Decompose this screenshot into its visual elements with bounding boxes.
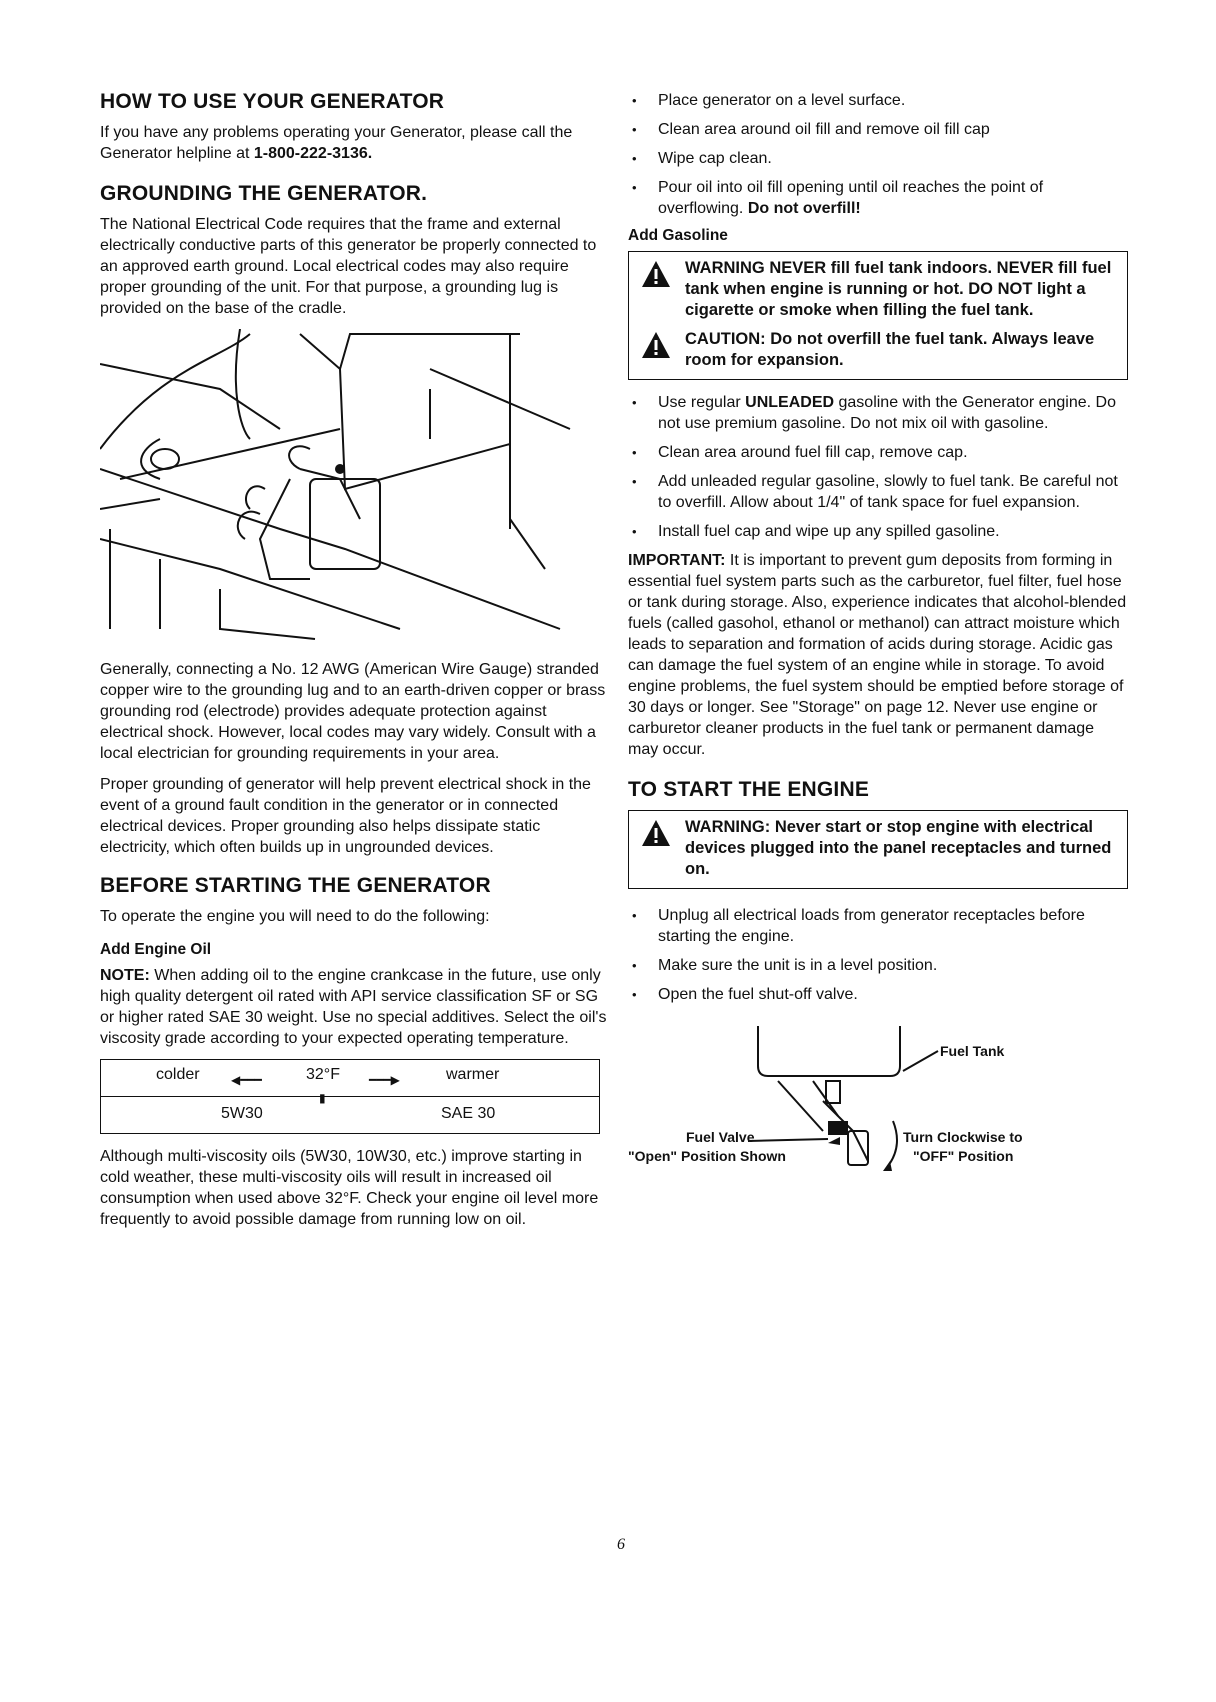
list-item: • Clean area around oil fill and remove oil fill cap bbox=[628, 119, 1128, 140]
add-gasoline-heading: Add Gasoline bbox=[628, 227, 728, 244]
fuel-tank-label: Fuel Tank bbox=[940, 1043, 1005, 1059]
add-engine-oil-heading: Add Engine Oil bbox=[100, 941, 212, 958]
list-item: • Install fuel cap and wipe up any spilled gasoline. bbox=[628, 521, 1128, 542]
helpline-paragraph: If you have any problems operating your Generator, please call the Generator helpline at 1-800-222-3136. bbox=[100, 124, 573, 162]
gasoline-warning-text: WARNING NEVER fill fuel tank indoors. NEVER fill fuel tank when engine is running or hot. DO NOT light a cigarette or smoke when filling the fuel tank. bbox=[685, 259, 1112, 319]
warning-triangle-icon bbox=[641, 817, 685, 852]
list-item: • Wipe cap clean. bbox=[628, 148, 1128, 169]
start-engine-heading: TO START THE ENGINE bbox=[628, 778, 870, 801]
colder-label: colder bbox=[156, 1066, 200, 1083]
temperature-row bbox=[101, 1060, 600, 1097]
fuel-valve-label: Fuel Valve bbox=[686, 1129, 755, 1145]
list-item: • Use regular UNLEADED gasoline with the Generator engine. Do not use premium gasoline. Do not mix oil with gasoline. bbox=[628, 392, 1128, 434]
list-item: • Add unleaded regular gasoline, slowly to fuel tank. Be careful not to overfill. Allow about 1/4" of tank space for fuel expansion. bbox=[628, 471, 1128, 513]
right-arrow-icon: ━━━▶ bbox=[369, 1073, 400, 1087]
grounding-lug-illustration bbox=[100, 329, 600, 649]
grounding-paragraph-1: The National Electrical Code requires that the frame and external electrically conductive parts of this generator be properly connected to an approved earth ground. Local electrical codes may also require proper grounding of the unit. For that purpose, a grounding lug is provided on the base of the cradle. bbox=[100, 216, 597, 317]
caution-triangle-icon bbox=[641, 329, 685, 364]
list-item: • Unplug all electrical loads from generator receptacles before starting the engine. bbox=[628, 905, 1128, 947]
start-engine-steps-list bbox=[628, 905, 1128, 1005]
how-to-use-heading: HOW TO USE YOUR GENERATOR bbox=[100, 90, 445, 113]
oil-grade-warm: SAE 30 bbox=[441, 1105, 496, 1122]
left-column bbox=[100, 90, 610, 1240]
fuel-valve-figure bbox=[628, 1021, 1088, 1171]
oil-grade-cold: 5W30 bbox=[221, 1105, 263, 1122]
list-item: • Clean area around fuel fill cap, remove cap. bbox=[628, 442, 1128, 463]
start-engine-warning-text: WARNING: Never start or stop engine with electrical devices plugged into the panel receptacles and turned on. bbox=[685, 818, 1112, 878]
left-arrow-icon: ◀━━━ bbox=[231, 1073, 262, 1087]
divider-marker-icon: ▮ bbox=[319, 1091, 326, 1105]
oil-grade-row bbox=[101, 1091, 600, 1134]
helpline-phone: 1-800-222-3136. bbox=[253, 145, 373, 162]
turn-clockwise-label: Turn Clockwise to bbox=[903, 1129, 1023, 1145]
gasoline-steps-list bbox=[628, 392, 1128, 542]
warning-triangle-icon bbox=[641, 258, 685, 293]
grounding-heading: GROUNDING THE GENERATOR. bbox=[100, 182, 428, 205]
oil-viscosity-table bbox=[100, 1059, 600, 1134]
oil-steps-list bbox=[628, 90, 1128, 219]
page-number: 6 bbox=[617, 1536, 625, 1553]
grounding-paragraph-3: Proper grounding of generator will help prevent electrical shock in the event of a ground fault condition in the generator or in connected electrical devices. Proper grounding also helps dissipate static electricity, which often builds up in ungrounded devices. bbox=[100, 776, 591, 856]
open-position-label: "Open" Position Shown bbox=[628, 1148, 786, 1164]
before-starting-intro: To operate the engine you will need to do the following: bbox=[100, 908, 490, 925]
gasoline-warning-box bbox=[628, 251, 1128, 380]
off-position-label: "OFF" Position bbox=[913, 1148, 1014, 1164]
grounding-paragraph-2: Generally, connecting a No. 12 AWG (American Wire Gauge) stranded copper wire to the grounding lug and to an earth-driven copper or brass grounding rod (electrode) provides adequate protection against electrical shock. However, local codes may vary widely. Consult with a local electrician for grounding requirements in your area. bbox=[100, 661, 606, 762]
important-paragraph: IMPORTANT: It is important to prevent gum deposits from forming in essential fuel system parts such as the carburetor, fuel filter, fuel hose or tank during storage. Also, experience indicates that alcohol-blended fuels (called gasohol, ethanol or methanol) can attract moisture which leads to separation and formation of acids during storage. Acidic gas can damage the fuel system of an engine while in storage. To avoid engine problems, the fuel system should be emptied before storage of 30 days or longer. See "Storage" on page 12. Never use engine or carburetor cleaner products in the fuel tank or permanent damage may occur. bbox=[628, 552, 1127, 758]
start-engine-warning-box bbox=[628, 810, 1128, 889]
temperature-label: 32°F bbox=[306, 1066, 340, 1083]
list-item: • Place generator on a level surface. bbox=[628, 90, 1128, 111]
gasoline-caution-text: CAUTION: Do not overfill the fuel tank. Always leave room for expansion. bbox=[685, 330, 1095, 369]
list-item: • Open the fuel shut-off valve. bbox=[628, 984, 1128, 1005]
list-item: • Pour oil into oil fill opening until oil reaches the point of overflowing. Do not overfill! bbox=[628, 177, 1128, 219]
right-column bbox=[628, 90, 1128, 1171]
multi-viscosity-paragraph: Although multi-viscosity oils (5W30, 10W30, etc.) improve starting in cold weather, these multi-viscosity oils will result in increased oil consumption when used above 32°F. Check your engine oil level more frequently to avoid possible damage from running low on oil. bbox=[100, 1148, 599, 1228]
oil-note-paragraph: NOTE: When adding oil to the engine crankcase in the future, use only high quality detergent oil rated with API service classification SF or SG or higher rated SAE 30 weight. Use no special additives. Select the oil's viscosity grade according to your expected operating temperature. bbox=[100, 967, 607, 1047]
before-starting-heading: BEFORE STARTING THE GENERATOR bbox=[100, 874, 491, 897]
warmer-label: warmer bbox=[446, 1066, 500, 1083]
list-item: • Make sure the unit is in a level position. bbox=[628, 955, 1128, 976]
